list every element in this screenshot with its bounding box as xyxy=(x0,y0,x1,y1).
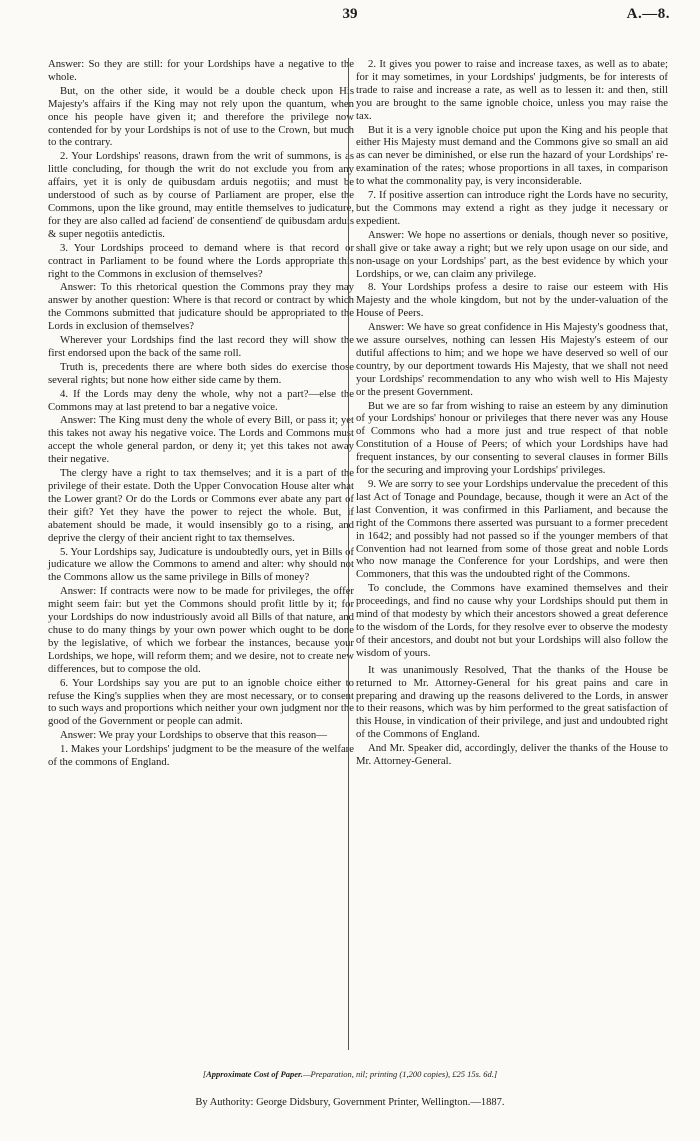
paragraph: Wherever your Lordships find the last record they will show the first endorsed upon the back of the same roll. xyxy=(48,334,354,359)
page-header xyxy=(0,6,700,30)
paragraph: 3. Your Lordships proceed to demand where is that record or contract in Parliament to be found where the Lords appropriate this right to the Commons in exclusion of themselves? xyxy=(48,241,354,280)
paragraph: 4. If the Lords may deny the whole, why not a part?—else the Commons may at last pretend to bar a negative voice. xyxy=(48,387,354,413)
paragraph: Answer: To this rhetorical question the Commons pray they may answer by another question: Where is that record or contract by which the Commons submitted that judicature should be appropriated to the Lords in exclusion of themselves? xyxy=(48,281,354,333)
paragraph: Answer: So they are still: for your Lordships have a negative to the whole. xyxy=(48,58,354,83)
paragraph: 6. Your Lordships say you are put to an ignoble choice either to refuse the King's supplies when they are most necessary, or to consent to such ways and proportions which neither your own judgment nor the good of the Government or people can admit. xyxy=(48,676,354,728)
footer-cost-note: [Approximate Cost of Paper.—Preparation, nil; printing (1,200 copies), £25 15s. 6d.] xyxy=(202,1069,498,1079)
paragraph: Answer: If contracts were now to be made for privileges, the offer might seem fair: but yet the Commons should profit little by it; for your Lordships do now industriously avoid all Bills of that nature, and chuse to do many things by your own power which ought to be done by the legislative, of which we forbear the instances, because your Lordships, we hope, will reform them; and we desire, not to create new differences, but to compose the old. xyxy=(48,585,354,675)
paragraph: 1. Makes your Lordships' judgment to be the measure of the welfare of the commons of England. xyxy=(48,743,354,769)
paragraph: But it is a very ignoble choice put upon the King and his people that either His Majesty must demand and the Commons give so small an aid as can never be diminished, or else run the hazard of your Lordships' re-examination of the rates; whose proportions in all taxes, in comparison to what the commonality pay, is very inconsiderable. xyxy=(356,123,668,188)
paragraph: To conclude, the Commons have examined themselves and their proceedings, and find no cause why your Lordships should put them in mind of that modesty by which their ancestors showed a great deference to the wisdom of the Lords, for they resolve ever to observe the modesty of their ancestors, and doubt not but your Lordships will also follow the wisdom of yours. xyxy=(356,582,668,659)
left-column xyxy=(48,58,354,770)
paragraph: 5. Your Lordships say, Judicature is undoubtedly ours, yet in Bills of judicature we allow the Commons to amend and alter: why should not the Commons allow us the same privilege in Bills of money? xyxy=(48,545,354,584)
paragraph: 8. Your Lordships profess a desire to raise our esteem with His Majesty and the whole kingdom, but not by the under-valuation of the House of Peers. xyxy=(356,281,668,320)
paragraph: But we are so far from wishing to raise an esteem by any diminution of your Lordships' honour or privileges that there never was any House of Commons who had a more just and true respect of that noble Constitution of a House of Peers; of which your Lordships have had frequent instances, by our consenting to several clauses in former Bills for the securing and improving your Lordships' privileges. xyxy=(356,399,668,477)
paragraph: The clergy have a right to tax themselves; and it is a part of the privilege of their estate. Doth the Upper Convocation House alter what the Lower grant? Or do the Lords or Commons ever abate any part of their gift? Yet they have the power to reject the whole. But, if abatement should be made, it would insensibly go to a rising, and deprive the clergy of their ancient right to tax themselves. xyxy=(48,467,354,544)
paragraph: 2. Your Lordships' reasons, drawn from the writ of summons, is as little concluding, for though the writ do not exclude you from any affairs, yet it is only de quibusdam arduis negotiis; and must be understood of such as by course of Parliament are proper, else the Commons, upon the like ground, may entitle themselves to judicature, for they are also called ad facienď de consentienď de quibusdam arduis & super negotiis antedictis. xyxy=(48,150,354,240)
paragraph: Answer: We pray your Lordships to observe that this reason— xyxy=(60,729,327,742)
paragraph: 7. If positive assertion can introduce right the Lords have no security, but the Commons may extend a right as they judge it necessary or expedient. xyxy=(356,189,668,227)
cost-text: —Preparation, nil; printing (1,200 copies), £25 15s. 6d. xyxy=(302,1069,494,1079)
column-divider xyxy=(348,58,349,1050)
paragraph: 9. We are sorry to see your Lordships undervalue the precedent of this last Act of Tonage and Poundage, because, though it were an Act of the last Convention, it was confirmed in this Parliament, and because the right of the Commons there asserted was pursuant to a former precedent in 1642; and possibly had not passed so if the younger members of that Convention had not learned from some of those great and noble Lords who now manage the Conference for your Lordships, and were then Commoners, that this was the undoubted right of the Commons. xyxy=(356,478,668,581)
page-number: 39 xyxy=(342,6,358,22)
paragraph: But, on the other side, it would be a double check upon His Majesty's affairs if the King may not rely upon the quantum, when once his people have given it; and therefore the privilege now contended for by your Lordships is not of use to the Crown, but much to the contrary. xyxy=(48,84,354,149)
paragraph: Answer: The King must deny the whole of every Bill, or pass it; yet this takes not away his negative voice. The Lords and Commons must accept the whole general pardon, or deny it; yet this takes not away their negative. xyxy=(48,414,354,466)
document-reference: A.—8. xyxy=(626,6,670,22)
cost-label: Approximate Cost of Paper. xyxy=(206,1069,303,1079)
right-column xyxy=(356,58,668,769)
footer-authority: By Authority: George Didsbury, Government Printer, Wellington.—1887. xyxy=(195,1097,505,1108)
paragraph: Answer: We have so great confidence in His Majesty's goodness that, we assure ourselves, nothing can lessen His Majesty's esteem of our dutiful affections to him; and we hope we have deserved so well of our country, by our deportment towards His Majesty, that we shall not need your Lordships' recommendation to any who wish well to His Majesty or the present Government. xyxy=(356,321,668,398)
paragraph: And Mr. Speaker did, accordingly, deliver the thanks of the House to Mr. Attorney-General. xyxy=(356,742,668,768)
paragraph: 2. It gives you power to raise and increase taxes, as well as to abate; for it may sometimes, in your Lordships' judgments, be for interests of trade to raise and increase a rate, as well as to lessen it: and then, still you are brought to the same ignoble choice, unless you may raise the tax. xyxy=(356,58,668,122)
paragraph: It was unanimously Resolved, That the thanks of the House be returned to Mr. Attorney-General for his great pains and care in preparing and drawing up the reasons delivered to the Lords, in answer to their reasons, which was by him performed to the great satisfaction of this House, in vindication of their privilege, and just and undoubted right of the Commons of England. xyxy=(356,663,668,741)
paragraph: Answer: We hope no assertions or denials, though never so positive, shall give or take away a right; but we rely upon usage on our side, and non-usage on your Lordships' part, as the best evidence by which your Lordships, or we, can claim any privilege. xyxy=(356,228,668,280)
paragraph: Truth is, precedents there are where both sides do exercise those several rights; but none how either side came by them. xyxy=(48,360,354,386)
